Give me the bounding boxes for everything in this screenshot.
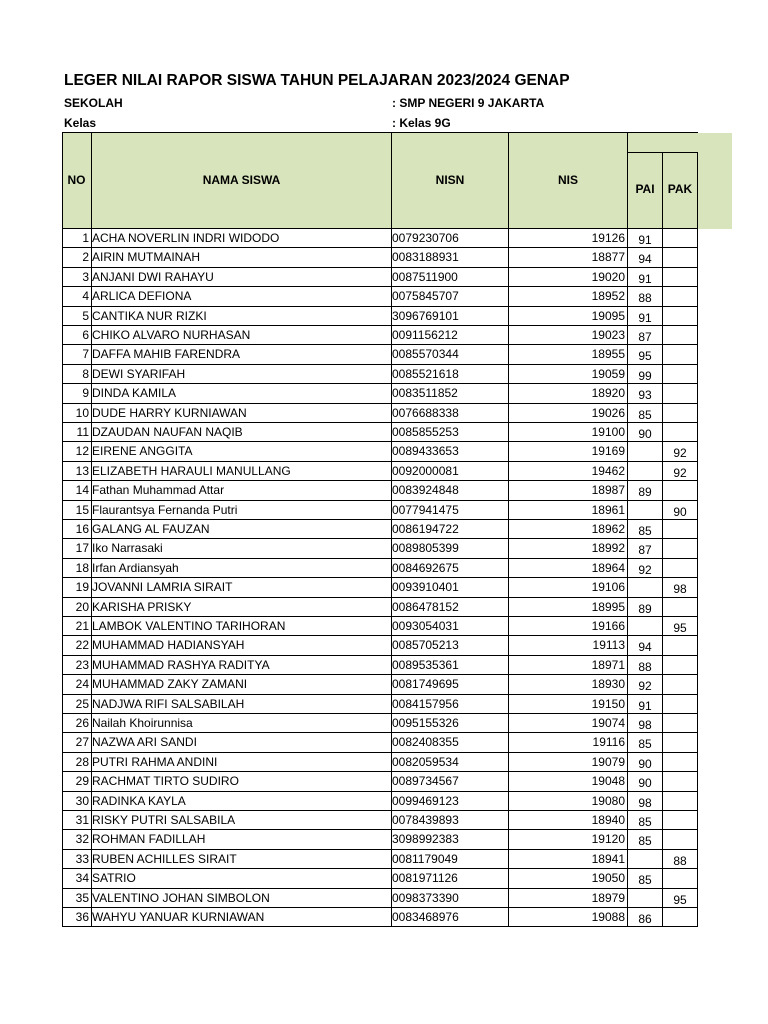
row-nama: ACHA NOVERLIN INDRI WIDODO [92,231,280,245]
header-no: NO [67,173,86,187]
row-pai: 85 [638,873,652,888]
row-no: 35 [75,890,89,905]
row-divider [62,849,698,850]
row-nama: RUBEN ACHILLES SIRAIT [92,851,237,866]
row-nisn: 0084692675 [392,560,459,575]
row-divider [62,461,698,462]
row-pai: 90 [638,776,652,791]
row-nama: WAHYU YANUAR KURNIAWAN [92,910,265,924]
row-no: 6 [82,328,89,342]
row-divider [62,344,698,345]
row-nis: 19020 [591,269,625,284]
row-nis: 18962 [591,522,625,536]
row-nama: DAFFA MAHIB FARENDRA [92,347,241,362]
row-pai: 86 [638,912,652,926]
row-nisn: 0087511900 [392,269,458,284]
row-nis: 18955 [591,347,625,362]
row-nis: 19026 [591,405,625,420]
class-value: : Kelas 9G [392,116,451,130]
header-top-border [62,132,698,133]
row-divider [62,519,698,520]
row-divider [62,655,698,656]
row-divider [62,364,698,365]
row-nisn: 0084157956 [392,696,459,711]
row-no: 22 [75,638,89,653]
row-nisn: 0089535361 [392,657,459,672]
row-nis: 19166 [591,619,625,633]
row-nis: 19048 [591,774,625,789]
row-divider [62,888,698,889]
row-no: 32 [75,832,89,847]
row-pai: 90 [638,756,652,771]
row-nis: 19169 [591,444,625,459]
row-nama: ARLICA DEFIONA [92,289,192,304]
row-nis: 19023 [591,328,625,342]
row-divider [62,286,698,287]
row-nis: 18961 [591,502,625,517]
row-no: 26 [75,716,89,730]
row-nisn: 0085705213 [392,638,459,653]
row-nis: 19059 [591,366,625,381]
table-row [62,326,698,345]
row-nama: MUHAMMAD HADIANSYAH [92,638,245,653]
row-pai: 89 [638,485,652,500]
row-divider [62,810,698,811]
table-row [62,850,698,869]
row-divider [62,829,698,830]
row-nama: DUDE HARRY KURNIAWAN [92,405,247,420]
row-nisn: 0086478152 [392,599,459,614]
row-pai: 87 [638,543,652,558]
table-row [62,733,698,752]
row-divider [62,325,698,326]
row-nama: DZAUDAN NAUFAN NAQIB [92,425,243,439]
row-nama: ANJANI DWI RAHAYU [92,269,214,284]
row-pak: 98 [673,582,687,597]
row-pai: 95 [638,349,652,364]
row-nama: Iko Narrasaki [92,541,163,556]
table-row [62,675,698,694]
row-pai: 88 [638,659,652,674]
header-nisn: NISN [435,173,465,187]
table-row [62,248,698,267]
row-divider [62,441,698,442]
row-nis: 18930 [591,677,625,692]
table-row [62,287,698,306]
row-no: 11 [76,425,89,439]
row-nama: CANTIKA NUR RIZKI [92,308,207,323]
row-divider [62,247,698,248]
row-pak [663,910,697,929]
row-divider [62,500,698,501]
row-nama: GALANG AL FAUZAN [92,522,210,536]
header-nis: NIS [557,173,578,187]
row-nis: 19113 [592,638,625,653]
row-nis: 18941 [591,851,625,866]
row-nisn: 0083511852 [392,386,458,401]
row-nis: 19126 [591,231,625,245]
table-row [62,636,698,655]
row-pai: 85 [638,815,652,829]
row-nis: 19079 [591,754,625,769]
row-nisn: 0099469123 [392,793,459,808]
row-nis: 18995 [591,599,625,614]
row-pai: 98 [638,718,652,732]
row-nisn: 0085570344 [392,347,459,362]
row-pak: 95 [673,621,687,635]
row-no: 24 [75,677,89,692]
row-nama: AIRIN MUTMAINAH [92,250,200,265]
row-no: 3 [82,269,89,284]
row-pai: 87 [638,330,652,344]
row-pai: 91 [638,310,652,325]
row-nama: MUHAMMAD RASHYA RADITYA [92,657,270,672]
row-nis: 18964 [591,560,625,575]
row-pai: 85 [638,737,652,752]
row-nisn: 0082059534 [392,754,459,769]
row-no: 7 [82,347,89,362]
row-nama: EIRENE ANGGITA [92,444,193,459]
row-nama: RACHMAT TIRTO SUDIRO [92,774,239,789]
row-pak: 90 [673,504,687,519]
table-row [62,539,698,558]
table-row [62,598,698,617]
row-nama: MUHAMMAD ZAKY ZAMANI [92,677,248,692]
table-row [62,889,698,908]
header-pai: PAI [635,182,655,196]
row-divider [62,635,698,636]
row-no: 20 [75,599,89,614]
row-nama: Flaurantsya Fernanda Putri [92,502,238,517]
row-pai: 94 [638,640,652,655]
row-nis: 19088 [591,910,625,924]
row-pai: 98 [638,795,652,810]
row-nama: DEWI SYARIFAH [92,366,186,381]
table-row [62,830,698,849]
row-nisn: 0098373390 [392,890,459,905]
row-pai: 94 [638,252,652,267]
row-nis: 19100 [591,425,625,439]
row-nama: Nailah Khoirunnisa [92,716,193,730]
row-nis: 18979 [591,890,625,905]
row-nis: 18920 [591,386,625,401]
row-nisn: 0092000081 [392,463,459,478]
row-pak: 88 [673,853,687,868]
row-nis: 19462 [591,463,625,478]
row-nis: 18992 [591,541,625,556]
row-nama: SATRIO [92,871,136,886]
row-nama: NADJWA RIFI SALSABILAH [92,696,245,711]
table-row [62,345,698,364]
row-no: 33 [75,851,89,866]
row-nisn: 0081179049 [392,851,458,866]
table-row [62,423,698,442]
row-no: 12 [75,444,89,459]
row-nis: 18987 [591,483,625,498]
row-nama: RADINKA KAYLA [92,793,186,808]
row-nisn: 0083468976 [392,910,459,924]
row-no: 18 [75,560,89,575]
row-pai: 89 [638,601,652,616]
row-nisn: 0077941475 [392,502,459,517]
table-row [62,229,698,248]
row-nisn: 0095155326 [392,716,459,730]
row-pai: 85 [638,834,652,849]
row-divider [62,713,698,714]
row-nis: 19150 [591,696,625,711]
row-divider [62,694,698,695]
table-row [62,811,698,830]
school-label: SEKOLAH [64,96,123,110]
table-row [62,792,698,811]
table-row [62,481,698,500]
row-no: 2 [82,250,89,265]
row-pai: 88 [638,291,652,306]
row-pai: 91 [638,233,652,247]
table-row [62,384,698,403]
row-nisn: 3098992383 [392,832,459,847]
row-nisn: 0083188931 [392,250,459,265]
row-no: 5 [82,308,89,323]
table-row [62,307,698,326]
row-divider [62,383,698,384]
row-nama: JOVANNI LAMRIA SIRAIT [92,580,233,595]
row-no: 21 [75,619,89,633]
row-nis: 19106 [591,580,625,595]
row-nama: Fathan Muhammad Attar [92,483,225,498]
row-pai: 85 [638,407,652,422]
row-divider [62,538,698,539]
row-nisn: 3096769101 [392,308,459,323]
row-pai: 90 [638,427,652,441]
row-no: 25 [75,696,89,711]
table-row [62,617,698,636]
table-row [62,559,698,578]
row-pak: 92 [673,465,687,480]
row-nis: 19080 [591,793,625,808]
row-pak: 92 [673,446,687,461]
table-row [62,772,698,791]
header-nama: NAMA SISWA [202,173,281,187]
row-no: 15 [75,502,89,517]
table-row [62,869,698,888]
row-divider [62,403,698,404]
row-nisn: 0093910401 [392,580,459,595]
row-no: 8 [82,366,89,381]
row-no: 34 [75,871,89,886]
row-pai: 92 [638,679,652,694]
table-row [62,908,698,927]
row-nis: 18952 [591,289,625,304]
row-nis: 19074 [591,716,625,730]
row-divider [62,577,698,578]
page-title: LEGER NILAI RAPOR SISWA TAHUN PELAJARAN 2023/2024 GENAP [64,72,570,89]
row-nama: VALENTINO JOHAN SIMBOLON [92,890,270,905]
row-divider [62,616,698,617]
row-nama: ELIZABETH HARAULI MANULLANG [92,463,291,478]
row-nis: 18940 [591,813,625,827]
row-divider [62,306,698,307]
row-no: 13 [75,463,89,478]
row-nis: 18877 [591,250,625,265]
row-nama: KARISHA PRISKY [92,599,192,614]
row-nama: DINDA KAMILA [92,386,177,401]
row-nama: Irfan Ardiansyah [92,560,179,575]
row-pai: 85 [638,524,652,538]
row-nisn: 0089734567 [392,774,459,789]
row-nis: 19050 [591,871,625,886]
row-pai: 99 [638,368,652,383]
row-nisn: 0081971126 [392,871,458,886]
row-no: 36 [75,910,89,924]
row-no: 10 [75,405,89,420]
row-divider [62,907,698,908]
row-nisn: 0093054031 [392,619,459,633]
row-no: 23 [75,657,89,672]
row-divider [62,674,698,675]
row-no: 19 [75,580,89,595]
row-nis: 18971 [591,657,625,672]
row-pai: 91 [638,271,652,286]
row-nisn: 0075845707 [392,289,459,304]
row-divider [62,558,698,559]
table-row [62,656,698,675]
row-no: 17 [75,541,89,556]
row-nisn: 0081749695 [392,677,459,692]
row-no: 29 [75,774,89,789]
row-nisn: 0089433653 [392,444,459,459]
row-divider [62,752,698,753]
row-no: 4 [82,289,89,304]
table-row [62,268,698,287]
row-nis: 19116 [592,735,625,750]
table-row [62,501,698,520]
row-divider [62,732,698,733]
row-nis: 19120 [591,832,625,847]
row-divider [62,422,698,423]
row-nisn: 0091156212 [392,328,458,342]
row-no: 27 [75,735,89,750]
table-row [62,753,698,772]
school-value: : SMP NEGERI 9 JAKARTA [392,96,545,110]
row-nisn: 0086194722 [392,522,459,536]
row-divider [62,597,698,598]
row-nama: ROHMAN FADILLAH [92,832,206,847]
row-no: 28 [75,754,89,769]
row-nisn: 0085855253 [392,425,459,439]
table-row [62,695,698,714]
row-nama: PUTRI RAHMA ANDINI [92,754,218,769]
row-divider [62,868,698,869]
row-nisn: 0076688338 [392,405,459,420]
row-divider [62,480,698,481]
row-pai: 91 [638,698,652,713]
table-row [62,462,698,481]
row-nisn: 0082408355 [392,735,459,750]
row-no: 31 [75,813,89,827]
row-nama: RISKY PUTRI SALSABILA [92,813,236,827]
table-row [62,404,698,423]
row-nisn: 0089805399 [392,541,459,556]
row-divider [62,267,698,268]
row-nisn: 0083924848 [392,483,459,498]
row-nisn: 0078439893 [392,813,459,827]
class-label: Kelas [64,116,97,130]
row-divider [62,771,698,772]
row-no: 16 [75,522,89,536]
row-pai: 93 [638,388,652,403]
row-nisn: 0085521618 [392,366,459,381]
row-no: 30 [75,793,89,808]
row-nama: NAZWA ARI SANDI [92,735,197,750]
table-row [62,365,698,384]
row-nis: 19095 [591,308,625,323]
row-pai: 92 [638,562,652,577]
header-pak: PAK [667,182,693,196]
table-row [62,714,698,733]
table-row [62,578,698,597]
row-no: 14 [75,483,89,498]
row-divider [62,791,698,792]
row-pak: 95 [673,892,687,907]
row-nisn: 0079230706 [392,231,459,245]
row-no: 1 [82,231,89,245]
table-row [62,442,698,461]
table-row [62,520,698,539]
row-nama: LAMBOK VALENTINO TARIHORAN [92,619,286,633]
row-nama: CHIKO ALVARO NURHASAN [92,328,251,342]
row-no: 9 [82,386,89,401]
